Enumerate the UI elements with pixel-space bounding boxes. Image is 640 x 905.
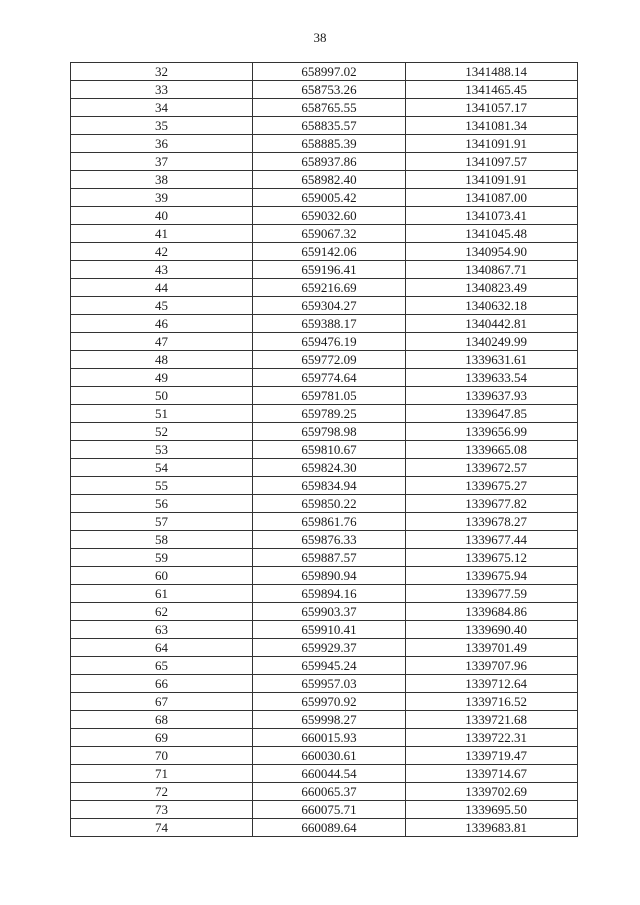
table-row: [71, 603, 578, 621]
x-coordinate-cell: 659772.09: [253, 351, 406, 369]
point-number-cell: 42: [71, 243, 253, 261]
point-number-cell: 55: [71, 477, 253, 495]
x-coordinate-cell: 659304.27: [253, 297, 406, 315]
table-row: [71, 675, 578, 693]
y-coordinate-cell: 1339721.68: [406, 711, 578, 729]
y-coordinate-cell: 1341097.57: [406, 153, 578, 171]
point-number-cell: 53: [71, 441, 253, 459]
table-row: [71, 693, 578, 711]
x-coordinate-cell: 659196.41: [253, 261, 406, 279]
point-number-cell: 66: [71, 675, 253, 693]
y-coordinate-cell: 1339695.50: [406, 801, 578, 819]
y-coordinate-cell: 1339712.64: [406, 675, 578, 693]
x-coordinate-cell: 659824.30: [253, 459, 406, 477]
point-number-cell: 65: [71, 657, 253, 675]
coordinates-table-body: [71, 63, 578, 837]
table-row: [71, 63, 578, 81]
table-row: [71, 171, 578, 189]
point-number-cell: 74: [71, 819, 253, 837]
x-coordinate-cell: 659216.69: [253, 279, 406, 297]
x-coordinate-cell: 659476.19: [253, 333, 406, 351]
x-coordinate-cell: 659789.25: [253, 405, 406, 423]
point-number-cell: 69: [71, 729, 253, 747]
x-coordinate-cell: 660015.93: [253, 729, 406, 747]
x-coordinate-cell: 658765.55: [253, 99, 406, 117]
table-row: [71, 153, 578, 171]
x-coordinate-cell: 658835.57: [253, 117, 406, 135]
x-coordinate-cell: 660044.54: [253, 765, 406, 783]
point-number-cell: 56: [71, 495, 253, 513]
table-row: [71, 747, 578, 765]
point-number-cell: 68: [71, 711, 253, 729]
y-coordinate-cell: 1339656.99: [406, 423, 578, 441]
table-row: [71, 81, 578, 99]
point-number-cell: 46: [71, 315, 253, 333]
x-coordinate-cell: 659005.42: [253, 189, 406, 207]
table-row: [71, 243, 578, 261]
y-coordinate-cell: 1339677.59: [406, 585, 578, 603]
y-coordinate-cell: 1339677.82: [406, 495, 578, 513]
point-number-cell: 49: [71, 369, 253, 387]
table-row: [71, 729, 578, 747]
x-coordinate-cell: 659142.06: [253, 243, 406, 261]
y-coordinate-cell: 1341091.91: [406, 171, 578, 189]
table-row: [71, 513, 578, 531]
coordinates-table: [70, 62, 578, 837]
x-coordinate-cell: 659945.24: [253, 657, 406, 675]
y-coordinate-cell: 1339633.54: [406, 369, 578, 387]
x-coordinate-cell: 660075.71: [253, 801, 406, 819]
y-coordinate-cell: 1339714.67: [406, 765, 578, 783]
table-row: [71, 585, 578, 603]
table-row: [71, 189, 578, 207]
y-coordinate-cell: 1339690.40: [406, 621, 578, 639]
point-number-cell: 36: [71, 135, 253, 153]
x-coordinate-cell: 659781.05: [253, 387, 406, 405]
y-coordinate-cell: 1339637.93: [406, 387, 578, 405]
table-row: [71, 819, 578, 837]
table-row: [71, 657, 578, 675]
point-number-cell: 40: [71, 207, 253, 225]
table-row: [71, 261, 578, 279]
y-coordinate-cell: 1339675.27: [406, 477, 578, 495]
y-coordinate-cell: 1339684.86: [406, 603, 578, 621]
table-row: [71, 711, 578, 729]
table-row: [71, 315, 578, 333]
point-number-cell: 71: [71, 765, 253, 783]
y-coordinate-cell: 1340249.99: [406, 333, 578, 351]
table-row: [71, 567, 578, 585]
table-row: [71, 117, 578, 135]
x-coordinate-cell: 658753.26: [253, 81, 406, 99]
point-number-cell: 70: [71, 747, 253, 765]
point-number-cell: 47: [71, 333, 253, 351]
x-coordinate-cell: 659861.76: [253, 513, 406, 531]
y-coordinate-cell: 1340632.18: [406, 297, 578, 315]
y-coordinate-cell: 1339675.12: [406, 549, 578, 567]
x-coordinate-cell: 659850.22: [253, 495, 406, 513]
y-coordinate-cell: 1340954.90: [406, 243, 578, 261]
table-row: [71, 423, 578, 441]
point-number-cell: 32: [71, 63, 253, 81]
y-coordinate-cell: 1341488.14: [406, 63, 578, 81]
x-coordinate-cell: 659887.57: [253, 549, 406, 567]
point-number-cell: 50: [71, 387, 253, 405]
point-number-cell: 62: [71, 603, 253, 621]
point-number-cell: 48: [71, 351, 253, 369]
table-row: [71, 207, 578, 225]
table-row: [71, 621, 578, 639]
point-number-cell: 54: [71, 459, 253, 477]
x-coordinate-cell: 660030.61: [253, 747, 406, 765]
y-coordinate-cell: 1339719.47: [406, 747, 578, 765]
x-coordinate-cell: 659970.92: [253, 693, 406, 711]
table-row: [71, 549, 578, 567]
y-coordinate-cell: 1339672.57: [406, 459, 578, 477]
point-number-cell: 43: [71, 261, 253, 279]
point-number-cell: 44: [71, 279, 253, 297]
y-coordinate-cell: 1341073.41: [406, 207, 578, 225]
y-coordinate-cell: 1341081.34: [406, 117, 578, 135]
point-number-cell: 51: [71, 405, 253, 423]
point-number-cell: 63: [71, 621, 253, 639]
y-coordinate-cell: 1339716.52: [406, 693, 578, 711]
table-row: [71, 225, 578, 243]
point-number-cell: 64: [71, 639, 253, 657]
y-coordinate-cell: 1339678.27: [406, 513, 578, 531]
x-coordinate-cell: 658997.02: [253, 63, 406, 81]
y-coordinate-cell: 1341045.48: [406, 225, 578, 243]
y-coordinate-cell: 1339631.61: [406, 351, 578, 369]
table-row: [71, 135, 578, 153]
x-coordinate-cell: 659957.03: [253, 675, 406, 693]
page-number: 38: [313, 30, 327, 45]
point-number-cell: 60: [71, 567, 253, 585]
y-coordinate-cell: 1340867.71: [406, 261, 578, 279]
y-coordinate-cell: 1339675.94: [406, 567, 578, 585]
point-number-cell: 59: [71, 549, 253, 567]
x-coordinate-cell: 658885.39: [253, 135, 406, 153]
y-coordinate-cell: 1339707.96: [406, 657, 578, 675]
x-coordinate-cell: 659774.64: [253, 369, 406, 387]
x-coordinate-cell: 660065.37: [253, 783, 406, 801]
x-coordinate-cell: 659903.37: [253, 603, 406, 621]
y-coordinate-cell: 1340442.81: [406, 315, 578, 333]
point-number-cell: 57: [71, 513, 253, 531]
point-number-cell: 34: [71, 99, 253, 117]
y-coordinate-cell: 1339701.49: [406, 639, 578, 657]
x-coordinate-cell: 659067.32: [253, 225, 406, 243]
point-number-cell: 35: [71, 117, 253, 135]
x-coordinate-cell: 659929.37: [253, 639, 406, 657]
y-coordinate-cell: 1339702.69: [406, 783, 578, 801]
table-row: [71, 99, 578, 117]
point-number-cell: 67: [71, 693, 253, 711]
x-coordinate-cell: 659810.67: [253, 441, 406, 459]
x-coordinate-cell: 659834.94: [253, 477, 406, 495]
table-row: [71, 477, 578, 495]
table-row: [71, 531, 578, 549]
point-number-cell: 45: [71, 297, 253, 315]
x-coordinate-cell: 659388.17: [253, 315, 406, 333]
x-coordinate-cell: 659890.94: [253, 567, 406, 585]
y-coordinate-cell: 1341087.00: [406, 189, 578, 207]
point-number-cell: 33: [71, 81, 253, 99]
point-number-cell: 73: [71, 801, 253, 819]
table-row: [71, 495, 578, 513]
table-row: [71, 279, 578, 297]
y-coordinate-cell: 1339677.44: [406, 531, 578, 549]
x-coordinate-cell: 659798.98: [253, 423, 406, 441]
point-number-cell: 41: [71, 225, 253, 243]
point-number-cell: 58: [71, 531, 253, 549]
point-number-cell: 72: [71, 783, 253, 801]
x-coordinate-cell: 658937.86: [253, 153, 406, 171]
table-row: [71, 441, 578, 459]
point-number-cell: 52: [71, 423, 253, 441]
point-number-cell: 39: [71, 189, 253, 207]
table-row: [71, 351, 578, 369]
table-row: [71, 801, 578, 819]
table-row: [71, 369, 578, 387]
y-coordinate-cell: 1339665.08: [406, 441, 578, 459]
table-row: [71, 765, 578, 783]
x-coordinate-cell: 659894.16: [253, 585, 406, 603]
table-row: [71, 297, 578, 315]
table-row: [71, 333, 578, 351]
table-row: [71, 639, 578, 657]
table-row: [71, 459, 578, 477]
point-number-cell: 61: [71, 585, 253, 603]
y-coordinate-cell: 1339683.81: [406, 819, 578, 837]
x-coordinate-cell: 658982.40: [253, 171, 406, 189]
x-coordinate-cell: 659910.41: [253, 621, 406, 639]
x-coordinate-cell: 660089.64: [253, 819, 406, 837]
y-coordinate-cell: 1339647.85: [406, 405, 578, 423]
y-coordinate-cell: 1340823.49: [406, 279, 578, 297]
y-coordinate-cell: 1341091.91: [406, 135, 578, 153]
x-coordinate-cell: 659998.27: [253, 711, 406, 729]
y-coordinate-cell: 1341465.45: [406, 81, 578, 99]
table-row: [71, 783, 578, 801]
point-number-cell: 38: [71, 171, 253, 189]
y-coordinate-cell: 1341057.17: [406, 99, 578, 117]
x-coordinate-cell: 659876.33: [253, 531, 406, 549]
table-row: [71, 405, 578, 423]
point-number-cell: 37: [71, 153, 253, 171]
x-coordinate-cell: 659032.60: [253, 207, 406, 225]
y-coordinate-cell: 1339722.31: [406, 729, 578, 747]
table-row: [71, 387, 578, 405]
